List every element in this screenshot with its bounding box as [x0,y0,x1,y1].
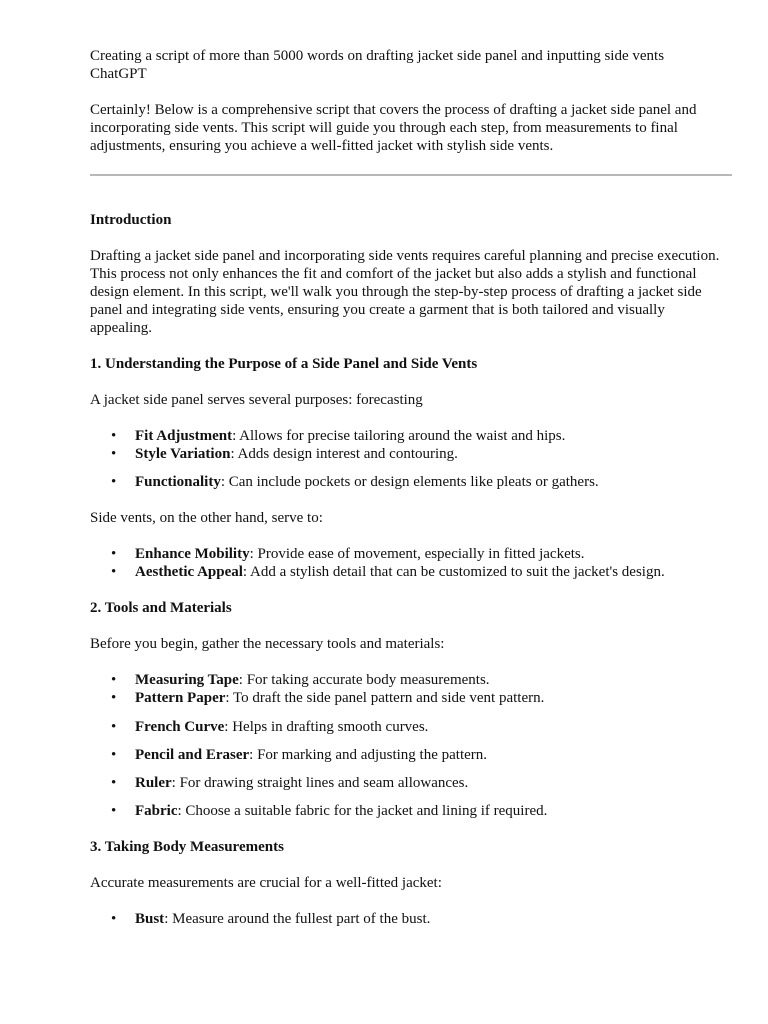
section-2-heading: 2. Tools and Materials [90,600,232,616]
section-3-heading: 3. Taking Body Measurements [90,839,284,855]
list-item [111,427,730,445]
section-1-panel-intro: A jacket side panel serves several purposes: forecasting [90,392,423,408]
list-item-text: : Provide ease of movement, especially in fitted jackets. [249,546,585,562]
list-item-term: Measuring Tape [135,672,239,688]
list-item [111,689,730,707]
list-item-text: : Allows for precise tailoring around the waist and hips. [232,428,566,444]
list-item-term: Ruler [135,775,172,791]
list-item-text: : Helps in drafting smooth curves. [224,719,429,735]
list-item-term: Aesthetic Appeal [135,564,243,580]
list-item-text: : Add a stylish detail that can be customized to suit the jacket's design. [242,564,665,580]
section-2-intro: Before you begin, gather the necessary tools and materials: [90,636,445,652]
panel-purposes-list [90,427,730,491]
list-item-text: : Choose a suitable fabric for the jacket and lining if required. [177,803,548,819]
list-item-text: : Measure around the fullest part of the bust. [164,911,431,927]
tools-list [90,671,730,820]
bullet-icon: • [111,803,117,819]
list-item-text: : For marking and adjusting the pattern. [249,747,488,763]
list-item-text: : Can include pockets or design elements like pleats or gathers. [220,474,599,490]
list-item-term: Fit Adjustment [135,428,233,444]
document-page [90,47,730,928]
list-item-term: Bust [135,911,165,927]
vent-purposes-list [90,545,730,581]
bullet-icon: • [111,428,117,444]
bullet-icon: • [111,775,117,791]
bullet-icon: • [111,911,117,927]
section-1-heading: 1. Understanding the Purpose of a Side Panel and Side Vents [90,356,478,372]
introduction-paragraph: Drafting a jacket side panel and incorporating side vents requires careful planning and precise execution. This process not only enhances the fit and comfort of the jacket but also adds a stylish and functional design element. In this script, we'll walk you through the step-by-step process of drafting a jacket side panel and integrating side vents, ensuring you create a garment that is both tailored and visually appealing. [90,248,720,336]
bullet-icon: • [111,446,117,462]
list-item [111,910,730,928]
list-item-text: : For drawing straight lines and seam allowances. [171,775,469,791]
list-item-term: Functionality [135,474,221,490]
list-item-text: : Adds design interest and contouring. [230,446,458,462]
response-intro-paragraph: Certainly! Below is a comprehensive script that covers the process of drafting a jacket side panel and incorporating side vents. This script will guide you through each step, from measurements to final adjustments, ensuring you achieve a well-fitted jacket with stylish side vents. [90,102,697,154]
list-item-term: French Curve [135,719,225,735]
bullet-icon: • [111,690,117,706]
author-label: ChatGPT [90,66,147,82]
list-item-term: Style Variation [135,446,231,462]
horizontal-divider [90,174,732,176]
section-1-vents-intro: Side vents, on the other hand, serve to: [90,510,323,526]
list-item [111,545,730,563]
list-item-term: Pencil and Eraser [135,747,250,763]
list-item [111,563,730,581]
list-item-term: Pattern Paper [135,690,226,706]
list-item [111,445,730,463]
bullet-icon: • [111,564,117,580]
measurements-list [90,910,730,928]
section-3-intro: Accurate measurements are crucial for a well-fitted jacket: [90,875,442,891]
list-item-term: Fabric [135,803,178,819]
list-item-text: : To draft the side panel pattern and side vent pattern. [225,690,545,706]
list-item [111,746,730,764]
list-item [111,774,730,792]
list-item [111,473,730,491]
bullet-icon: • [111,719,117,735]
list-item [111,802,730,820]
prompt-text: Creating a script of more than 5000 words on drafting jacket side panel and inputting side vents [90,48,665,64]
list-item [111,671,730,689]
list-item-text: : For taking accurate body measurements. [238,672,490,688]
list-item-term: Enhance Mobility [135,546,250,562]
list-item [111,718,730,736]
introduction-heading: Introduction [90,212,172,228]
bullet-icon: • [111,474,117,490]
bullet-icon: • [111,747,117,763]
bullet-icon: • [111,546,117,562]
bullet-icon: • [111,672,117,688]
